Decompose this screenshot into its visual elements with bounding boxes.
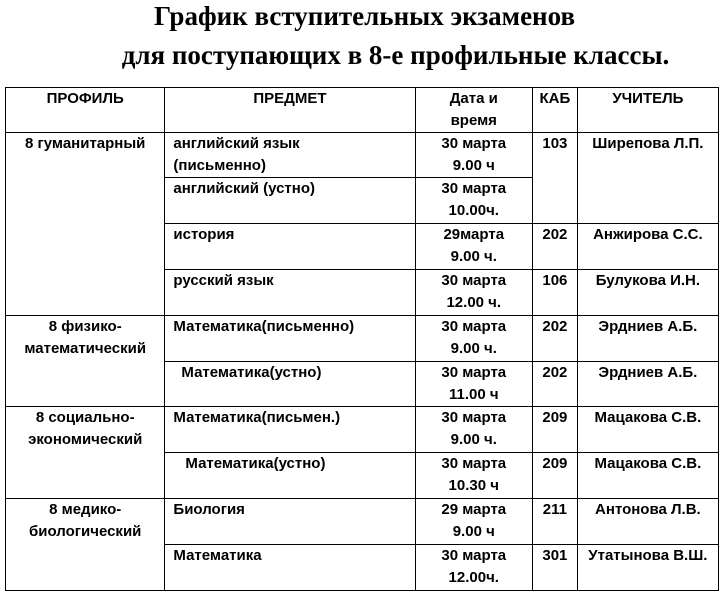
room-cell: 202 <box>533 224 578 270</box>
datetime-cell <box>415 453 533 499</box>
time-text: 11.00 ч <box>448 386 499 403</box>
time-text: 9.00 ч. <box>450 340 497 357</box>
page-title-line1: График вступительных экзаменов <box>153 1 576 31</box>
header-datetime <box>415 88 533 133</box>
profile-line1: 8 социально- <box>35 409 135 426</box>
header-profile: ПРОФИЛЬ <box>6 88 165 133</box>
datetime-cell <box>415 545 533 591</box>
time-text: 12.00ч. <box>448 569 499 586</box>
time-text: 9.00 ч. <box>450 431 497 448</box>
time-text: 9.00 ч. <box>450 248 497 265</box>
teacher-cell: Утатынова В.Ш. <box>577 545 718 591</box>
header-datetime-line2: время <box>450 112 497 129</box>
teacher-cell: Ширепова Л.П. <box>577 133 718 224</box>
datetime-cell <box>415 316 533 362</box>
date-text: 30 марта <box>441 135 507 152</box>
subject-line2: (письменно) <box>173 157 266 174</box>
table-row <box>6 499 719 545</box>
subject-cell: русский язык <box>165 270 415 316</box>
subject-cell: Математика(устно) <box>165 362 415 407</box>
subject-cell: Математика <box>165 545 415 591</box>
date-text: 30 марта <box>441 409 507 426</box>
header-teacher: УЧИТЕЛЬ <box>577 88 718 133</box>
table-row <box>6 407 719 453</box>
subject-cell: английский (устно) <box>165 178 415 224</box>
exam-schedule-table <box>5 87 719 591</box>
time-text: 9.00 ч <box>452 523 495 540</box>
datetime-cell <box>415 270 533 316</box>
profile-line2: биологический <box>29 523 142 540</box>
date-text: 30 марта <box>441 318 507 335</box>
subject-cell: Математика(письмен.) <box>165 407 415 453</box>
header-room: КАБ <box>533 88 578 133</box>
teacher-cell: Эрдниев А.Б. <box>577 362 718 407</box>
room-cell: 202 <box>533 362 578 407</box>
room-cell: 202 <box>533 316 578 362</box>
subject-line1: английский язык <box>173 135 300 152</box>
date-text: 30 марта <box>441 272 507 289</box>
profile-line1: 8 физико- <box>48 318 122 335</box>
date-text: 29марта <box>443 226 505 243</box>
header-datetime-line1: Дата и <box>449 90 498 107</box>
room-cell: 209 <box>533 407 578 453</box>
time-text: 10.00ч. <box>448 202 499 219</box>
date-text: 29 марта <box>441 501 507 518</box>
time-text: 12.00 ч. <box>446 294 502 311</box>
datetime-cell <box>415 362 533 407</box>
table-row <box>6 133 719 178</box>
datetime-cell <box>415 133 533 178</box>
table-row <box>6 316 719 362</box>
teacher-cell: Антонова Л.В. <box>577 499 718 545</box>
room-cell: 103 <box>533 133 578 224</box>
page-title-line2: для поступающих в 8-е профильные классы. <box>121 40 670 70</box>
date-text: 30 марта <box>441 455 507 472</box>
room-cell: 106 <box>533 270 578 316</box>
profile-cell: 8 гуманитарный <box>6 133 165 316</box>
teacher-cell: Анжирова С.С. <box>577 224 718 270</box>
subject-cell: Математика(устно) <box>165 453 415 499</box>
date-text: 30 марта <box>441 180 507 197</box>
table-header-row <box>6 88 719 133</box>
profile-line2: математический <box>24 340 147 357</box>
teacher-cell: Булукова И.Н. <box>577 270 718 316</box>
time-text: 10.30 ч <box>448 477 499 494</box>
teacher-cell: Эрдниев А.Б. <box>577 316 718 362</box>
datetime-cell <box>415 178 533 224</box>
profile-cell <box>6 316 165 407</box>
date-text: 30 марта <box>441 547 507 564</box>
teacher-cell: Мацакова С.В. <box>577 453 718 499</box>
datetime-cell <box>415 407 533 453</box>
subject-cell: Биология <box>165 499 415 545</box>
time-text: 9.00 ч <box>452 157 495 174</box>
subject-cell: Математика(письменно) <box>165 316 415 362</box>
teacher-cell: Мацакова С.В. <box>577 407 718 453</box>
date-text: 30 марта <box>441 364 507 381</box>
subject-cell: история <box>165 224 415 270</box>
room-cell: 301 <box>533 545 578 591</box>
room-cell: 209 <box>533 453 578 499</box>
subject-cell <box>165 133 415 178</box>
datetime-cell <box>415 224 533 270</box>
profile-line2: экономический <box>28 431 143 448</box>
datetime-cell <box>415 499 533 545</box>
room-cell: 211 <box>533 499 578 545</box>
profile-line1: 8 медико- <box>49 501 122 518</box>
profile-cell <box>6 407 165 499</box>
profile-cell <box>6 499 165 591</box>
header-subject: ПРЕДМЕТ <box>165 88 415 133</box>
